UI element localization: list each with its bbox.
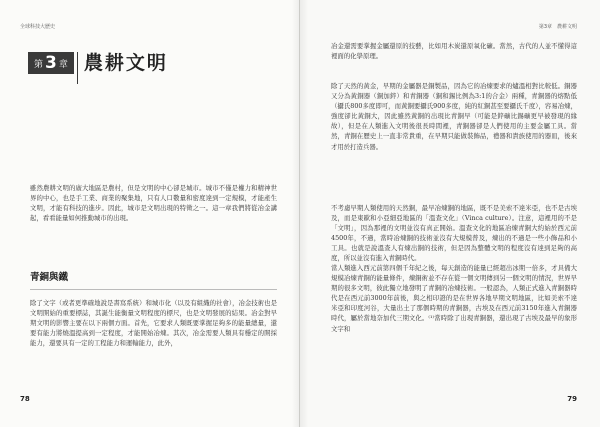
- running-head: 全球科技大歷史: [20, 24, 56, 30]
- right-page: [300, 0, 600, 427]
- section-title: 青銅與鐵: [30, 272, 69, 283]
- chapter-suffix: 章: [58, 59, 68, 70]
- chapter-heading: [28, 52, 168, 84]
- chapter-divider: [77, 52, 78, 84]
- chapter-prefix: 第: [34, 59, 44, 70]
- body-paragraph: 不考慮早期人類使用的天然銅，最早冶煉銅的地區，既不是美索不達米亞，也不是古埃及，而是東歐和小亞細亞地區的「溫查文化」（Vinca culture）。注意，這裡用的不是「文明」，因為那裡的文明並沒有真正開始。溫查文化的地區冶煉青銅大約始於西元前4500年，不過，當時冶煉銅的技術並沒有大規模普及，煉出的不過是一些小飾品和小工具。也就是說溫查人有煉出銅的技術，但是因為整體文明的程度沒有達到足夠的高度，所以並沒有進入青銅時代。: [331, 204, 577, 263]
- intro-paragraph: 雖然農耕文明的廣大地區是農村，但是文明的中心卻是城市。城市不僅是權力和精神世界的中心，也是手工業、商業的聚集地，只有人口數量和密度達到一定規模，才能產生文明，才能有科技的進步。因此，城市是文明出現的特徵之一。這一章我們將從冶金講起，看看能量如何推動城市的出現。: [30, 184, 277, 223]
- body-paragraph: 當人類進入西元前第四個千年紀之後，每天創造的能量已經超出冰期一倍多，才具備大規模冶煉青銅的能量條件，煉銅術並不存在從一個文明傳到另一個文明的情況，世界早期的很多文明，彼此獨立地發明了青銅的冶煉技術。一般認為，人類正式進入青銅器時代是在西元前3000年前後，與之相印證的是在世界各地早期文明地區，比如美索不達米亞和印度河谷，大量出土了那個時期的青銅器，古埃及在西元前3150年進入青銅器時代，屬於當地奈加代三期文化。⁽¹⁾當時除了出現青銅器，還出現了古埃及最早的象形文字和: [331, 264, 577, 333]
- page-number: 78: [20, 395, 30, 403]
- body-paragraph: 除了天然的黃金，早期的金屬器是銅製品，因為它的冶煉要求的爐溫相對比較低。銅器又分為黃銅器（銅加鋅）和青銅器（銅和錫比例為3:1的合金）兩種，青銅器的熔點低（攝氏800多度即可，而黃銅要攝氏900多度，純的紅銅甚至要攝氏千度），容易冶煉，強度卻比黃銅大，因此雖然黃銅的出現比青銅早（可能是鋅礦比錫礦更早被發現的緣故），但是在人類進入文明後很長時間裡，青銅器卻是人們使用的主要金屬工具。當然，青銅在歷史上一直非常貴重，在早期只能做裝飾品，禮器和貴族使用的器皿，後來才用於打造兵器。: [331, 82, 577, 151]
- section-divider: [30, 289, 277, 290]
- page-number: 79: [567, 395, 577, 403]
- chapter-number-badge: [28, 52, 74, 74]
- body-paragraph: 冶金還需要掌握金屬還原的技藝，比如用木炭還原氧化礦。當然，古代的人並不懂得這裡面的化學原理。: [331, 42, 577, 61]
- section-paragraph: 除了文字（或者更準確地說是書寫系統）和城市化（以及有組織的社會），冶金技術也是文明開始的重要標誌，其誕生能衡量文明程度的標尺，也是文明發展的結果。冶金對早期文明的影響主要在以下兩個方面。首先，它要求人類既要掌握足夠多的能量總量，還要有能力將燒溫提高到一定程度，才能開始冶煉。其次，冶金需要人類具有穩定的開採能力，還要具有一定的工程能力和運輸能力，此外，: [30, 299, 277, 348]
- chapter-number: 3: [45, 52, 57, 73]
- chapter-title: 農耕文明: [83, 52, 168, 74]
- running-head: 第3章 農耕文明: [538, 24, 577, 30]
